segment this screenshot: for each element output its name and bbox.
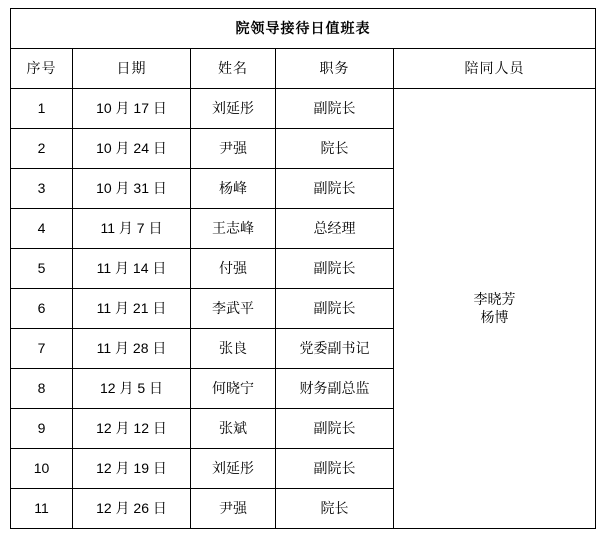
cell-date: 12 月 26 日	[73, 489, 191, 529]
escort-name-1: 李晓芳	[473, 291, 516, 307]
cell-no: 7	[11, 329, 73, 369]
table-header-row	[11, 49, 596, 89]
cell-duty: 总经理	[276, 209, 394, 249]
column-header-duty: 职务	[276, 49, 394, 89]
table-row	[11, 89, 596, 129]
cell-no: 9	[11, 409, 73, 449]
cell-no: 5	[11, 249, 73, 289]
cell-escort-personnel	[394, 89, 596, 529]
cell-duty: 副院长	[276, 449, 394, 489]
cell-name: 刘延彤	[191, 449, 276, 489]
cell-no: 8	[11, 369, 73, 409]
cell-name: 尹强	[191, 489, 276, 529]
cell-duty: 院长	[276, 489, 394, 529]
cell-no: 2	[11, 129, 73, 169]
cell-name: 付强	[191, 249, 276, 289]
cell-date: 11 月 14 日	[73, 249, 191, 289]
cell-name: 尹强	[191, 129, 276, 169]
cell-date: 11 月 28 日	[73, 329, 191, 369]
cell-no: 10	[11, 449, 73, 489]
cell-no: 1	[11, 89, 73, 129]
cell-duty: 副院长	[276, 249, 394, 289]
cell-name: 李武平	[191, 289, 276, 329]
cell-date: 11 月 21 日	[73, 289, 191, 329]
cell-no: 6	[11, 289, 73, 329]
cell-date: 12 月 19 日	[73, 449, 191, 489]
cell-duty: 副院长	[276, 169, 394, 209]
cell-name: 何晓宁	[191, 369, 276, 409]
cell-name: 杨峰	[191, 169, 276, 209]
cell-duty: 副院长	[276, 409, 394, 449]
cell-date: 12 月 12 日	[73, 409, 191, 449]
cell-duty: 财务副总监	[276, 369, 394, 409]
page-title: 院领导接待日值班表	[11, 9, 596, 49]
table-title-row	[11, 9, 596, 49]
cell-date: 12 月 5 日	[73, 369, 191, 409]
cell-duty: 党委副书记	[276, 329, 394, 369]
cell-name: 刘延彤	[191, 89, 276, 129]
escort-name-2: 杨博	[480, 308, 509, 325]
cell-no: 4	[11, 209, 73, 249]
cell-no: 3	[11, 169, 73, 209]
column-header-escort: 陪同人员	[394, 49, 596, 89]
duty-schedule-table	[10, 8, 596, 529]
cell-name: 王志峰	[191, 209, 276, 249]
cell-name: 张良	[191, 329, 276, 369]
cell-date: 10 月 24 日	[73, 129, 191, 169]
column-header-date: 日期	[73, 49, 191, 89]
cell-date: 11 月 7 日	[73, 209, 191, 249]
cell-date: 10 月 31 日	[73, 169, 191, 209]
cell-date: 10 月 17 日	[73, 89, 191, 129]
column-header-name: 姓名	[191, 49, 276, 89]
cell-no: 11	[11, 489, 73, 529]
cell-name: 张斌	[191, 409, 276, 449]
column-header-no: 序号	[11, 49, 73, 89]
cell-duty: 院长	[276, 129, 394, 169]
cell-duty: 副院长	[276, 289, 394, 329]
cell-duty: 副院长	[276, 89, 394, 129]
